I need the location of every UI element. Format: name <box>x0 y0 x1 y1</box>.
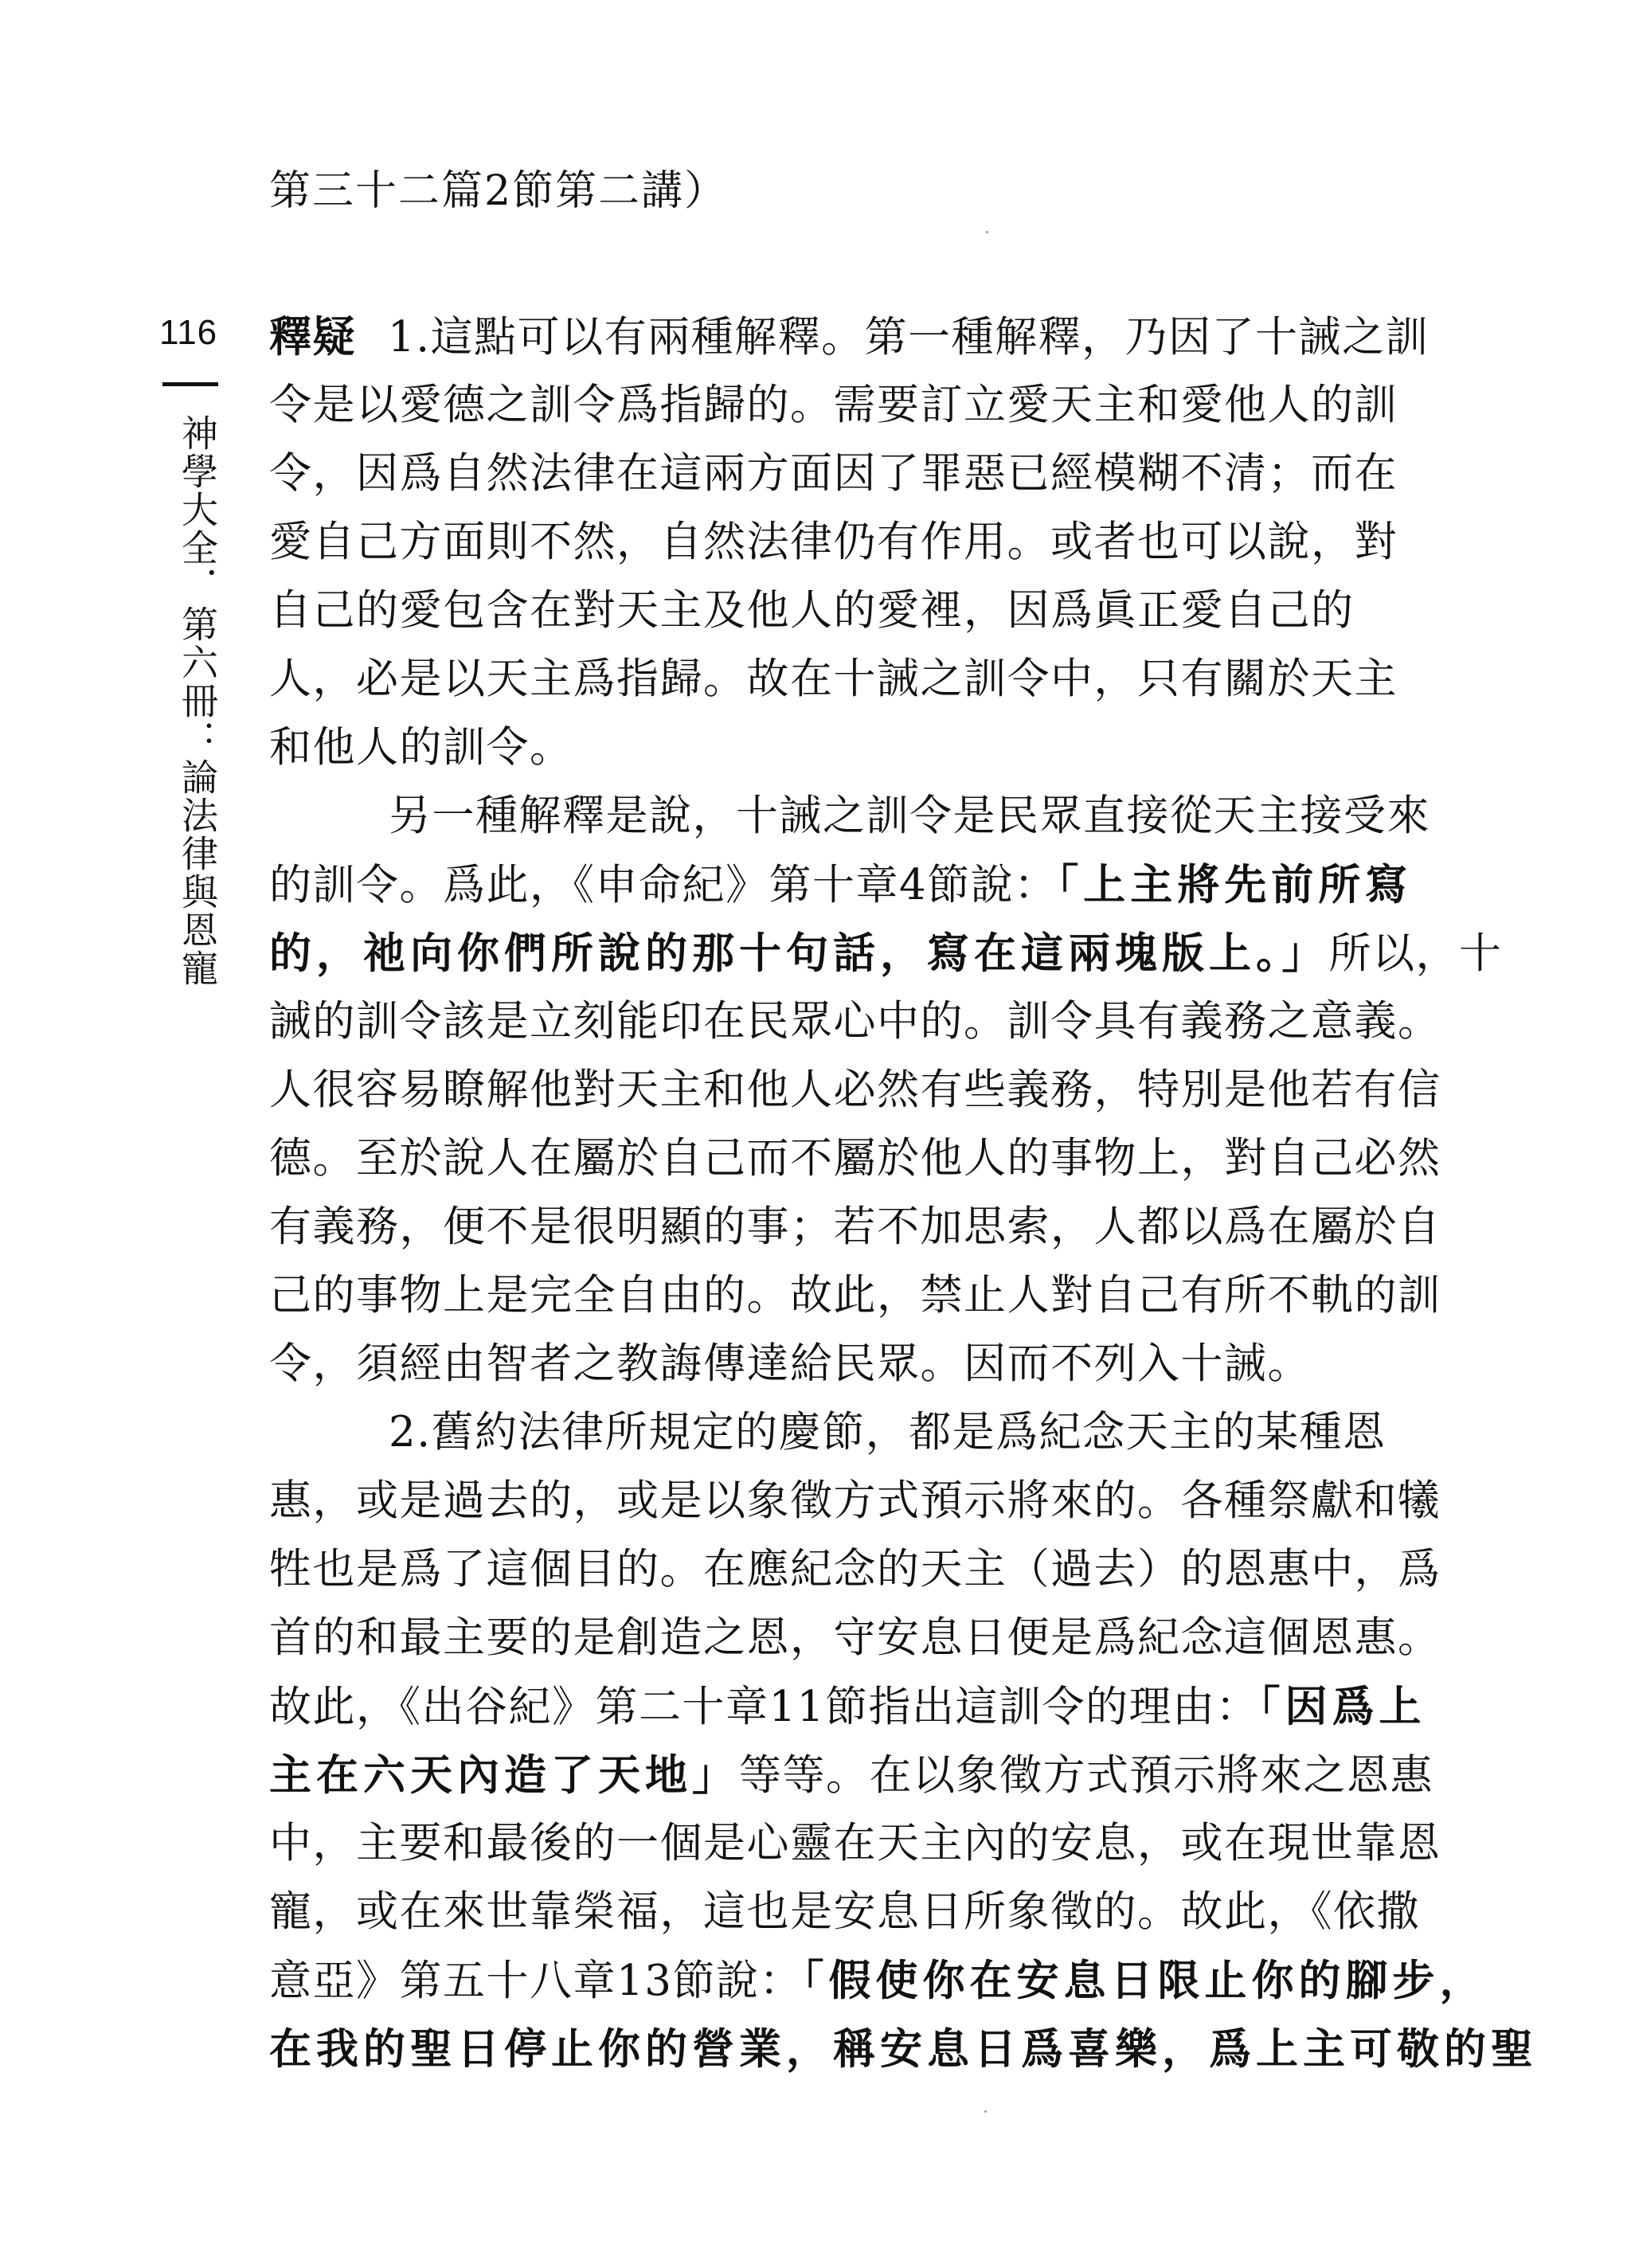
body-line <box>269 303 1430 371</box>
body-line <box>269 1193 1441 1261</box>
line-text: 另一種解釋是說，十誡之訓令是民眾直接從天主接受來 <box>389 792 1430 840</box>
scan-speck <box>984 2110 987 2113</box>
body-line <box>269 1398 1424 1467</box>
body-line <box>269 1604 1441 1672</box>
body-line <box>269 919 1503 987</box>
running-head: 神學大全．第六冊：論法律與恩寵 <box>176 414 219 987</box>
running-head-rule <box>162 382 218 386</box>
body-line <box>269 1946 1487 2015</box>
line-text: 德。至於說人在屬於自己而不屬於他人的事物上，對自己必然 <box>269 1134 1441 1183</box>
body-line <box>269 987 1441 1056</box>
line-text: 令，須經由智者之教誨傳達給民眾。因而不列入十誡。 <box>269 1339 1311 1388</box>
line-text: 令是以愛德之訓令爲指歸的。需要訂立愛天主和愛他人的訓 <box>269 381 1398 429</box>
body-line <box>269 645 1424 714</box>
body-line <box>269 1467 1441 1535</box>
body-line <box>269 1124 1441 1193</box>
continuation-line: 第三十二篇2節第二講） <box>269 167 728 215</box>
body-line <box>269 850 1424 919</box>
scripture-quote: 「因爲上 <box>1258 1682 1426 1731</box>
scripture-quote: 的，祂向你們所說的那十句話，寫在這兩塊版上。」 <box>269 929 1329 978</box>
body-line <box>269 714 1424 782</box>
body-line <box>269 1535 1441 1604</box>
scan-speck <box>986 231 988 233</box>
line-text: 和他人的訓令。 <box>269 723 573 772</box>
body-line <box>269 371 1424 440</box>
body-line <box>269 1741 1433 1809</box>
body-line <box>269 2015 1538 2083</box>
line-text: 人，必是以天主爲指歸。故在十誡之訓令中，只有關於天主 <box>269 655 1398 703</box>
line-text: 自己的愛包含在對天主及他人的愛裡，因爲眞正愛自己的 <box>269 586 1355 635</box>
line-text: 故此，《出谷紀》第二十章11節指出這訓令的理由： <box>269 1683 1259 1731</box>
body-line <box>269 1809 1441 1878</box>
line-text: 己的事物上是完全自由的。故此，禁止人對自己有所不軌的訓 <box>269 1271 1441 1320</box>
line-text: 首的和最主要的是創造之恩，守安息日便是爲紀念這個恩惠。 <box>269 1613 1441 1662</box>
line-text: 人很容易瞭解他對天主和他人必然有些義務，特別是他若有信 <box>269 1066 1441 1114</box>
line-text: 的訓令。爲此，《申命紀》第十章4節說： <box>269 861 1058 909</box>
body-line <box>269 782 1430 850</box>
line-text: 2.舊約法律所規定的慶節，都是爲紀念天主的某種恩 <box>389 1408 1387 1457</box>
line-text: 所以，十 <box>1328 929 1503 978</box>
line-text: 愛自己方面則不然，自然法律仍有作用。或者也可以說，對 <box>269 518 1398 566</box>
line-text: 寵，或在來世靠榮福，這也是安息日所象徵的。故此，《依撒 <box>269 1887 1420 1936</box>
page-number: 116 <box>159 313 218 352</box>
line-text: 等等。在以象徵方式預示將來之恩惠 <box>739 1751 1433 1800</box>
line-text: 牲也是爲了這個目的。在應紀念的天主（過去）的恩惠中，爲 <box>269 1545 1441 1593</box>
body-text <box>269 303 1538 2083</box>
line-text: 1.這點可以有兩種解釋。第一種解釋，乃因了十誡之訓 <box>388 313 1430 362</box>
body-line <box>269 1330 1424 1398</box>
body-line <box>269 1056 1441 1124</box>
line-text: 令，因爲自然法律在這兩方面因了罪惡已經模糊不清；而在 <box>269 449 1398 498</box>
body-line <box>269 1878 1424 1946</box>
line-text: 惠，或是過去的，或是以象徵方式預示將來的。各種祭獻和犧 <box>269 1476 1441 1525</box>
scripture-quote: 主在六天內造了天地」 <box>269 1750 739 1800</box>
line-text: 有義務，便不是很明顯的事；若不加思索，人都以爲在屬於自 <box>269 1202 1441 1251</box>
scripture-quote: 「上主將先前所寫 <box>1057 860 1413 909</box>
body-line <box>269 508 1424 577</box>
scripture-quote: 在我的聖日停止你的營業，稱安息日爲喜樂，爲上主可敬的聖 <box>269 2024 1538 2074</box>
section-label: 釋疑 <box>269 312 356 362</box>
body-line <box>269 440 1424 508</box>
line-text: 中，主要和最後的一個是心靈在天主內的安息，或在現世靠恩 <box>269 1819 1441 1867</box>
scripture-quote: 「假使你在安息日限止你的腳步， <box>802 1956 1487 2005</box>
body-line <box>269 577 1424 645</box>
line-text: 誡的訓令該是立刻能印在民眾心中的。訓令具有義務之意義。 <box>269 997 1441 1046</box>
line-text: 意亞》第五十八章13節說： <box>269 1957 803 2005</box>
body-line <box>269 1672 1424 1741</box>
body-line <box>269 1261 1441 1330</box>
